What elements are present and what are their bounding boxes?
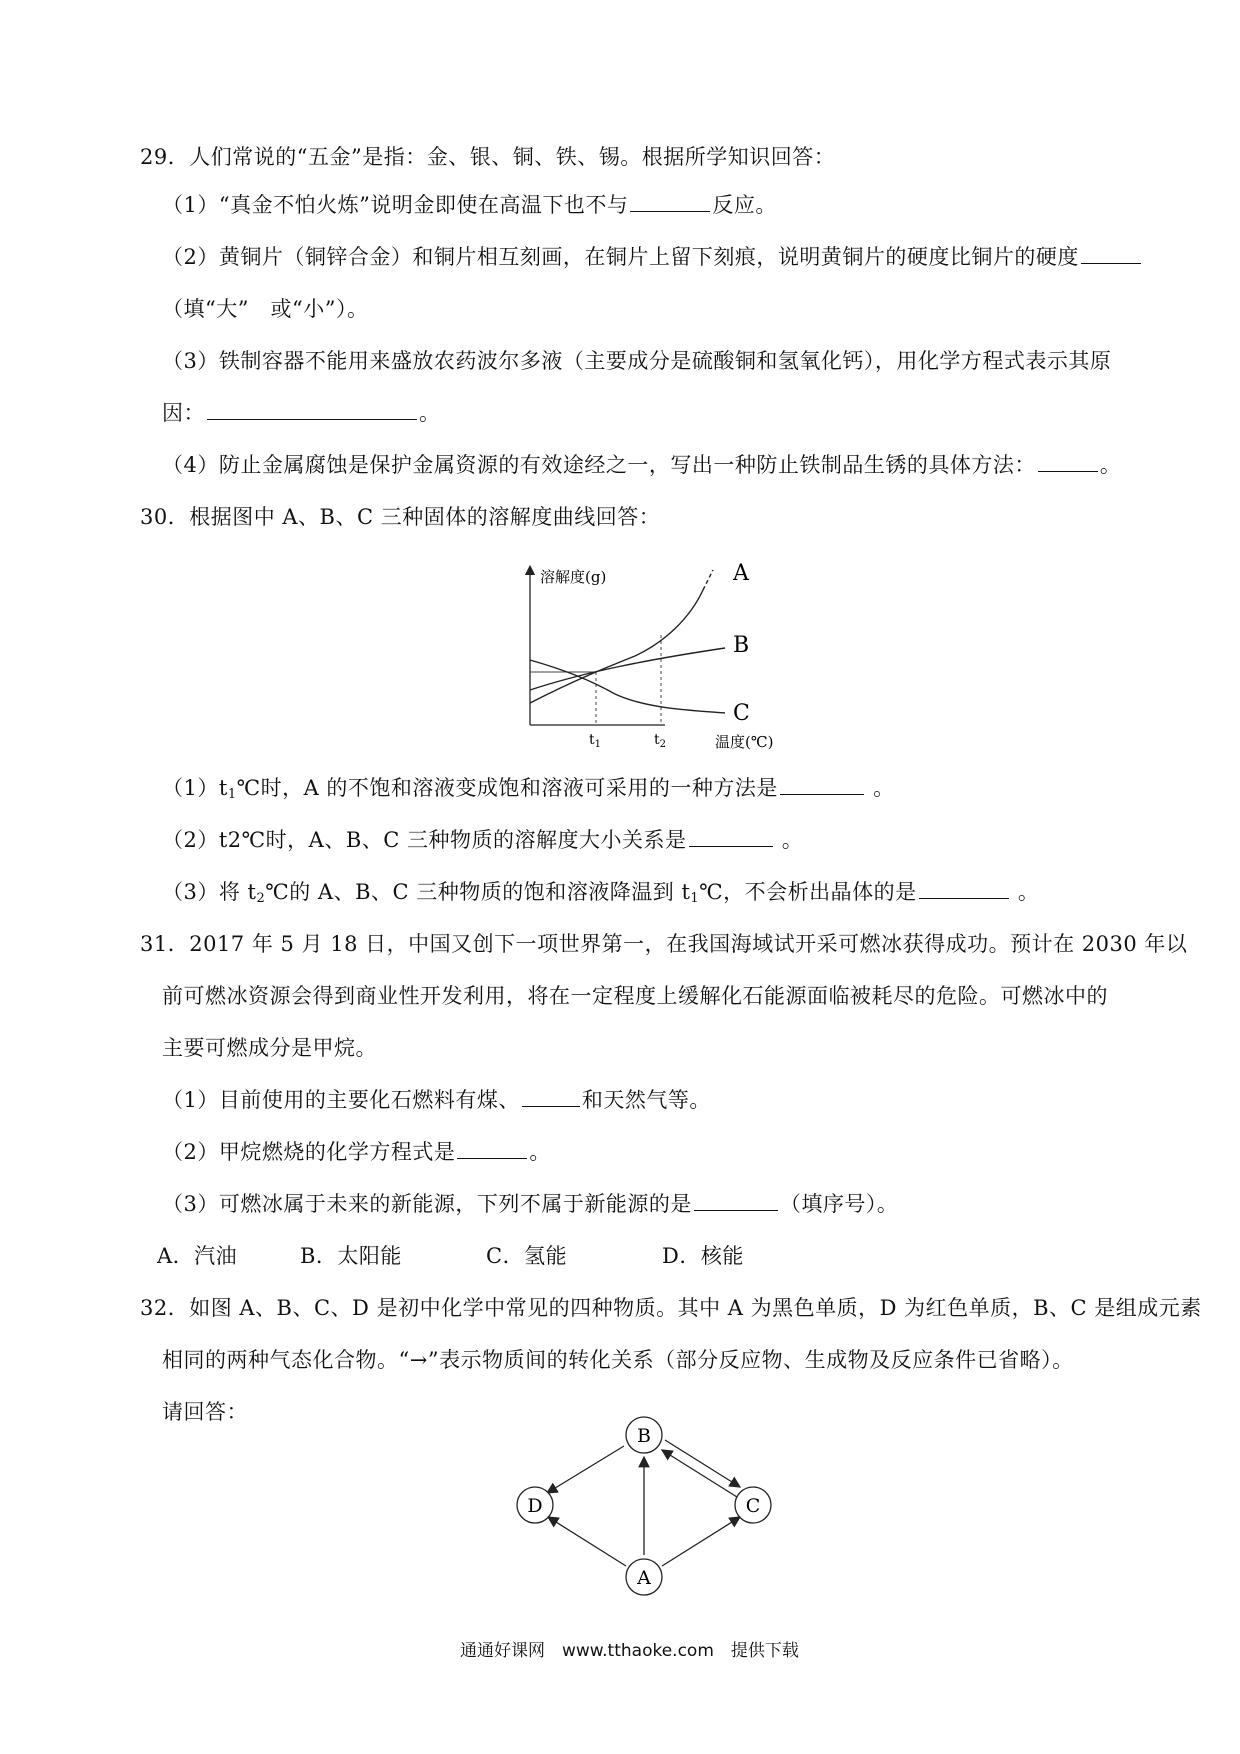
node-d-label: D <box>527 1495 543 1517</box>
curve-c <box>530 660 725 713</box>
series-label-b: B <box>733 633 750 658</box>
arrow-b-to-c <box>665 1440 740 1487</box>
answer-blank <box>1038 451 1098 472</box>
q29-part2-cont: （填“大” 或“小”）。 <box>162 297 369 321</box>
node-a-label: A <box>637 1567 651 1589</box>
answer-blank <box>630 191 710 212</box>
q31-options <box>157 1241 744 1271</box>
q32-stem-line2: 相同的两种气态化合物。“→”表示物质间的转化关系（部分反应物、生成物及反应条件已省略）。 <box>162 1348 1074 1372</box>
q30-part2: （2）t2℃时，A、B、C 三种物质的溶解度大小关系是 。 <box>162 828 804 852</box>
option-a: A．汽油 <box>157 1244 238 1268</box>
curve-a-dashed <box>703 570 713 590</box>
q29-part1: （1）“真金不怕火炼”说明金即使在高温下也不与 反应。 <box>162 193 777 217</box>
page-footer: 通通好课网 www.tthaoke.com 提供下载 <box>460 1641 799 1661</box>
answer-blank <box>522 1086 580 1107</box>
answer-blank <box>919 878 1009 899</box>
q31-part2: （2）甲烷燃烧的化学方程式是 。 <box>162 1140 551 1164</box>
series-label-c: C <box>733 701 750 726</box>
q32-stem-line3: 请回答： <box>162 1400 248 1424</box>
q30-part1: $(1)t_1℃$时，A 的不饱和溶液变成饱和溶液可采用的一种方法是 。 <box>162 776 895 802</box>
q31-stem-line1: 31．2017 年 5 月 18 日，中国又创下一项世界第一，在我国海域试开采可燃冰获得成功。预计在 2030 年以 <box>140 932 1188 956</box>
arrow-b-to-d <box>547 1446 624 1493</box>
q31-stem-line2: 前可燃冰资源会得到商业性开发利用，将在一定程度上缓解化石能源面临被耗尽的危险。可燃冰中的 <box>162 984 1108 1008</box>
solubility-chart <box>515 560 805 750</box>
x-axis-label: 温度(℃) <box>715 733 774 750</box>
q30-stem: 30．根据图中 A、B、C 三种固体的溶解度曲线回答： <box>140 505 661 529</box>
curve-a <box>530 590 703 703</box>
y-axis-label: 溶解度(g) <box>540 568 607 586</box>
arrow-c-to-b <box>662 1450 737 1497</box>
option-d: D．核能 <box>662 1244 744 1268</box>
q31-part1: （1）目前使用的主要化石燃料有煤、 和天然气等。 <box>162 1088 711 1112</box>
option-b: B．太阳能 <box>300 1244 402 1268</box>
arrow-a-to-d <box>548 1517 626 1566</box>
answer-blank <box>694 1190 778 1211</box>
q31-part3: （3）可燃冰属于未来的新能源，下列不属于新能源的是 （填序号）。 <box>162 1192 899 1216</box>
x-tick-t1: $t_1$ <box>589 732 602 750</box>
q32-stem-line1: 32．如图 A、B、C、D 是初中化学中常见的四种物质。其中 A 为黑色单质，D 为红色单质，B、C 是组成元素 <box>140 1296 1202 1320</box>
answer-blank <box>689 826 773 847</box>
option-c: C．氢能 <box>486 1244 568 1268</box>
q29-part3: （3）铁制容器不能用来盛放农药波尔多液（主要成分是硫酸铜和氢氧化钙），用化学方程式表示其原 <box>162 349 1112 373</box>
node-c-label: C <box>745 1495 761 1517</box>
node-b-label: B <box>637 1425 651 1447</box>
answer-blank <box>780 774 864 795</box>
arrow-a-to-c <box>662 1517 740 1566</box>
q29-stem: 29．人们常说的“五金”是指：金、银、铜、铁、锡。根据所学知识回答： <box>140 145 836 169</box>
q29-part2: （2）黄铜片（铜锌合金）和铜片相互刻画，在铜片上留下刻痕，说明黄铜片的硬度比铜片的硬度 <box>162 242 1143 272</box>
series-label-a: A <box>733 561 749 586</box>
answer-blank <box>457 1138 527 1159</box>
q29-part3-cont: 因： 。 <box>162 401 441 425</box>
answer-blank <box>1081 243 1141 264</box>
q29-part4: （4）防止金属腐蚀是保护金属资源的有效途经之一，写出一种防止铁制品生锈的具体方法： 。 <box>162 453 1122 477</box>
q31-stem-line3: 主要可燃成分是甲烷。 <box>162 1036 377 1060</box>
conversion-diagram <box>505 1415 785 1615</box>
answer-blank <box>207 399 417 420</box>
x-tick-t2: $t_2$ <box>654 732 667 750</box>
q30-part3: （3）将 $t_2℃$的 A、B、C 三种物质的饱和溶液降温到 $t_1℃$，不会析出晶体的是 。 <box>162 880 1040 906</box>
